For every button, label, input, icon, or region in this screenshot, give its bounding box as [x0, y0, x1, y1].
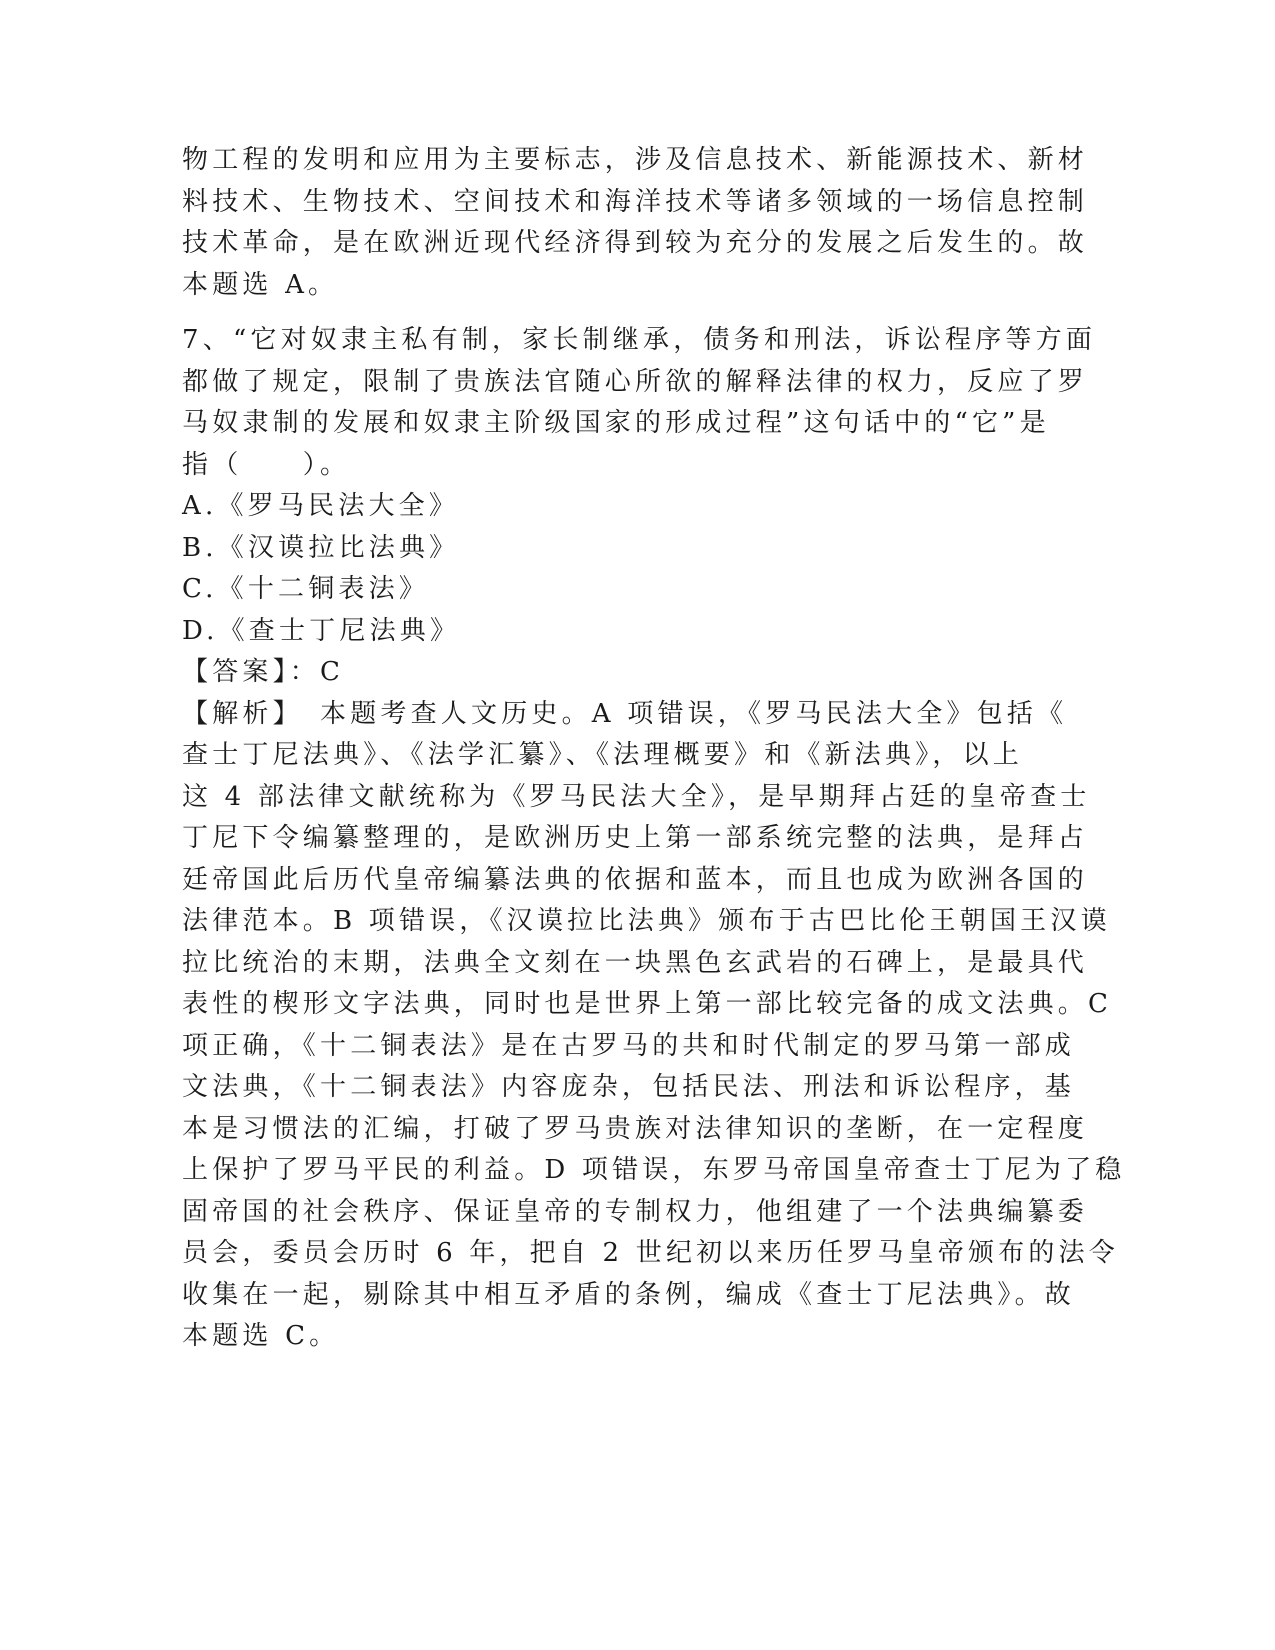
option-d: D.《查士丁尼法典》 — [182, 615, 461, 646]
explanation-line: 上保护了罗马平民的利益。D 项错误，东罗马帝国皇帝查士丁尼为了稳 — [182, 1155, 1126, 1185]
text-line: 本题选 A。 — [182, 269, 339, 300]
explanation-line: 查士丁尼法典》、《法学汇纂》、《法理概要》和《新法典》，以上 — [182, 740, 1024, 770]
option-a: A.《罗马民法大全》 — [182, 491, 460, 521]
document-page — [182, 140, 1126, 1358]
explanation-line: 廷帝国此后历代皇帝编纂法典的依据和蓝本，而且也成为欧洲各国的 — [182, 864, 1089, 895]
text-line: 物工程的发明和应用为主要标志，涉及信息技术、新能源技术、新材 — [182, 145, 1089, 175]
explanation-line: 表性的楔形文字法典，同时也是世界上第一部比较完备的成文法典。C — [182, 989, 1113, 1019]
options-list — [182, 486, 1052, 652]
paragraph-gap — [182, 306, 1052, 320]
explanation-line: 本是习惯法的汇编，打破了罗马贵族对法律知识的垄断，在一定程度 — [182, 1113, 1089, 1144]
option-c: C.《十二铜表法》 — [182, 574, 430, 604]
answer-line: 【答案】：C — [182, 657, 345, 687]
stem-line: 马奴隶制的发展和奴隶主阶级国家的形成过程”这句话中的“它”是 — [182, 408, 1050, 438]
explanation-line: 本题选 C。 — [182, 1321, 340, 1351]
explanation-line: 法律范本。B 项错误，《汉谟拉比法典》颁布于古巴比伦王朝国王汉谟 — [182, 906, 1111, 936]
explanation-line: 员会，委员会历时 6 年，把自 2 世纪初以来历任罗马皇帝颁布的法令 — [182, 1238, 1119, 1268]
explanation — [182, 694, 1126, 1358]
explanation-line: 拉比统治的末期，法典全文刻在一块黑色玄武岩的石碑上，是最具代 — [182, 947, 1089, 978]
option-b: B.《汉谟拉比法典》 — [182, 532, 460, 563]
stem-line: 7、“它对奴隶主私有制，家长制继承，债务和刑法，诉讼程序等方面 — [182, 325, 1097, 355]
explanation-line: 项正确，《十二铜表法》是在古罗马的共和时代制定的罗马第一部成 — [182, 1030, 1076, 1061]
question-7 — [182, 320, 1126, 1358]
text-line: 料技术、生物技术、空间技术和海洋技术等诸多领域的一场信息控制 — [182, 186, 1089, 217]
explanation-line: 【解析】 本题考查人文历史。A 项错误，《罗马民法大全》包括《 — [182, 698, 1068, 729]
stem-line: 指（ ）。 — [182, 449, 351, 480]
explanation-line: 固帝国的社会秩序、保证皇帝的专制权力，他组建了一个法典编纂委 — [182, 1196, 1089, 1227]
explanation-line: 丁尼下令编纂整理的，是欧洲历史上第一部系统完整的法典，是拜占 — [182, 823, 1089, 853]
explanation-line: 文法典，《十二铜表法》内容庞杂，包括民法、刑法和诉讼程序，基 — [182, 1072, 1076, 1102]
question-stem — [182, 320, 1097, 486]
previous-explanation — [182, 140, 1089, 306]
stem-line: 都做了规定，限制了贵族法官随心所欲的解释法律的权力，反应了罗 — [182, 366, 1089, 397]
text-line: 技术革命，是在欧洲近现代经济得到较为充分的发展之后发生的。故 — [182, 228, 1089, 258]
explanation-line: 这 4 部法律文献统称为《罗马民法大全》，是早期拜占廷的皇帝查士 — [182, 781, 1091, 812]
explanation-line: 收集在一起，剔除其中相互矛盾的条例，编成《查士丁尼法典》。故 — [182, 1279, 1076, 1310]
